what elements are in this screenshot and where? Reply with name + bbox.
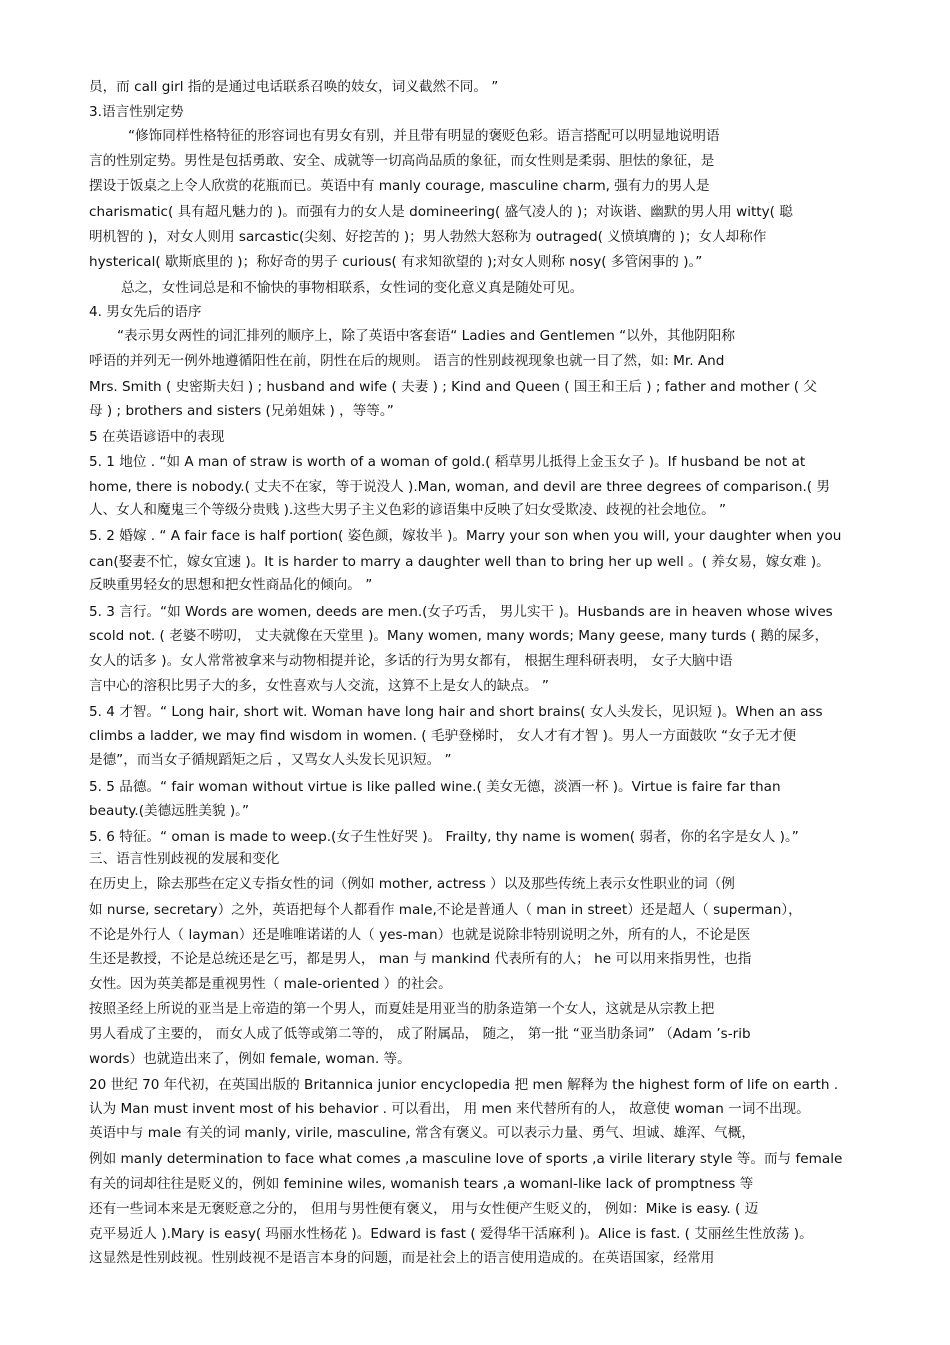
text-line: 如 nurse, secretary）之外，英语把每个人都看作 male,不论是普通人（ man in street）还是超人（ superman）， xyxy=(89,902,802,918)
text-line: 有关的词却往往是贬义的，例如 feminine wiles, womanish tears ,a womanl-like lack of promptness 等 xyxy=(89,1176,754,1192)
text-line: 是德”，而当女子循规蹈矩之后 ，又骂女人头发长见识短。 ” xyxy=(89,752,452,768)
text-line: 女人的话多 )。女人常常被拿来与动物相提并论，多话的行为男女都有， 根据生理科研表明， 女子大脑中语 xyxy=(89,653,733,669)
text-line: 5. 5 品德。“ fair woman without virtue is like palled wine.( 美女无德，淡酒一杯 )。Virtue is faire far than xyxy=(89,779,781,795)
text-line: 还有一些词本来是无褒贬意之分的， 但用与男性便有褒义， 用与女性便产生贬义的， 例如：Mike is easy. ( 迈 xyxy=(89,1201,759,1217)
text-line: 这显然是性别歧视。性别歧视不是语言本身的问题，而是社会上的语言使用造成的。在英语国家，经常用 xyxy=(89,1250,715,1266)
text-line: 5. 1 地位 . “如 A man of straw is worth of a woman of gold.( 稻草男儿抵得上金玉女子 )。If husband be not at xyxy=(89,454,806,470)
text-line: words）也就造出来了，例如 female, woman. 等。 xyxy=(89,1051,411,1067)
text-line: 员，而 call girl 指的是通过电话联系召唤的妓女，词义截然不同。 ” xyxy=(89,79,499,95)
text-line: climbs a ladder, we may find wisdom in women. ( 毛驴登梯时， 女人才有才智 )。男人一方面鼓吹 “女子无才便 xyxy=(89,728,797,744)
text-line: charismatic( 具有超凡魅力的 )。而强有力的女人是 domineering( 盛气凌人的 )；对诙谐、幽默的男人用 witty( 聪 xyxy=(89,204,793,220)
text-line: 言中心的溶积比男子大的多，女性喜欢与人交流，这算不上是女人的缺点。 ” xyxy=(89,678,549,694)
text-line: 5. 3 言行。“如 Words are women, deeds are men.(女子巧舌， 男儿实干 )。Husbands are in heaven whose wives xyxy=(89,604,833,620)
text-line: can(娶妻不忙，嫁女宜速 )。It is harder to marry a daughter well than to bring her up well 。( 养女易，嫁女难 )。 xyxy=(89,554,830,570)
text-line: 人、女人和魔鬼三个等级分贵贱 ).这些大男子主义色彩的谚语集中反映了妇女受欺凌、歧视的社会地位。 ” xyxy=(89,502,727,518)
text-line: 5. 6 特征。“ oman is made to weep.(女子生性好哭 )。 Frailty, thy name is women( 弱者，你的名字是女人 )。” xyxy=(89,829,799,845)
text-line: 总之，女性词总是和不愉快的事物相联系，女性词的变化意义真是随处可见。 xyxy=(121,280,584,296)
text-line: 例如 manly determination to face what comes ,a masculine love of sports ,a virile literary style 等。而与 female xyxy=(89,1151,843,1167)
text-line: 反映重男轻女的思想和把女性商品化的倾向。 ” xyxy=(89,577,373,593)
text-line: hysterical( 歇斯底里的 )；称好奇的男子 curious( 有求知欲望的 );对女人则称 nosy( 多管闲事的 )。” xyxy=(89,254,703,270)
text-line: 20 世纪 70 年代初，在英国出版的 Britannica junior encyclopedia 把 men 解释为 the highest form of life on earth . xyxy=(89,1077,839,1093)
text-line: 呼语的并列无一例外地遵循阳性在前，阴性在后的规则。 语言的性别歧视现象也就一目了然，如: Mr. And xyxy=(89,353,725,369)
text-line: 认为 Man must invent most of his behavior . 可以看出， 用 men 来代替所有的人， 故意使 woman 一词不出现。 xyxy=(89,1101,810,1117)
text-line: 按照圣经上所说的亚当是上帝造的第一个男人，而夏娃是用亚当的肋条造第一个女人，这就是从宗教上把 xyxy=(89,1001,715,1017)
text-line: 明机智的 )，对女人则用 sarcastic(尖刻、好挖苦的 )；男人勃然大怒称为 outraged( 义愤填膺的 )；女人却称作 xyxy=(89,229,767,245)
text-line: home, there is nobody.( 丈夫不在家，等于说没人 ).Man, woman, and devil are three degrees of comparison.( 男 xyxy=(89,479,831,495)
section-heading: 4. 男女先后的语序 xyxy=(89,304,202,320)
text-line: 5. 2 婚嫁 . “ A fair face is half portion( 姿色颜，嫁妆半 )。Marry your son when you will, your daughter when you xyxy=(89,528,842,544)
text-line: 摆设于饭桌之上令人欣赏的花瓶而已。英语中有 manly courage, masculine charm, 强有力的男人是 xyxy=(89,178,710,194)
text-line: 言的性别定势。男性是包括勇敢、安全、成就等一切高尚品质的象征，而女性则是柔弱、胆怯的象征，是 xyxy=(89,153,715,169)
section-heading: 5 在英语谚语中的表现 xyxy=(89,429,225,445)
section-heading: 3.语言性别定势 xyxy=(89,104,184,120)
text-line: 5. 4 才智。“ Long hair, short wit. Woman have long hair and short brains( 女人头发长，见识短 )。When an ass xyxy=(89,704,823,720)
text-line: 母 ) ; brothers and sisters (兄弟姐妹 ) ，等等。” xyxy=(89,403,394,419)
text-line: Mrs. Smith ( 史密斯夫妇 ) ; husband and wife ( 夫妻 ) ; Kind and Queen ( 国王和王后 ) ; father and mother ( 父 xyxy=(89,379,817,395)
text-line: 英语中与 male 有关的词 manly, virile, masculine, 常含有褒义。可以表示力量、勇气、坦诚、雄浑、气概， xyxy=(89,1125,755,1141)
section-heading: 三、语言性别歧视的发展和变化 xyxy=(89,851,280,867)
text-line: 克平易近人 ).Mary is easy( 玛丽水性杨花 )。Edward is fast ( 爱得华干活麻利 )。Alice is fast. ( 艾丽丝生性放荡 )。 xyxy=(89,1226,813,1242)
text-line: “修饰同样性格特征的形容词也有男女有别，并且带有明显的褒贬色彩。语言搭配可以明显地说明语 xyxy=(128,128,720,144)
text-line: scold not. ( 老婆不唠叨， 丈夫就像在天堂里 )。Many women, many words; Many geese, many turds ( 鹅的屎多， xyxy=(89,628,829,644)
text-line: 生还是教授，不论是总统还是乞丐，都是男人， man 与 mankind 代表所有的人； he 可以用来指男性，也指 xyxy=(89,951,752,967)
text-line: 女性。因为英美都是重视男性（ male-oriented ）的社会。 xyxy=(89,976,452,992)
text-line: 在历史上，除去那些在定义专指女性的词（例如 mother, actress ）以及那些传统上表示女性职业的词（例 xyxy=(89,876,735,892)
text-line: “表示男女两性的词汇排列的顺序上，除了英语中客套语“ Ladies and Gentlemen “以外，其他阴阳称 xyxy=(117,328,735,344)
text-line: beauty.(美德远胜美貌 )。” xyxy=(89,803,250,819)
text-line: 不论是外行人（ layman）还是唯唯诺诺的人（ yes-man）也就是说除非特别说明之外，所有的人，不论是医 xyxy=(89,927,751,943)
text-line: 男人看成了主要的， 而女人成了低等或第二等的， 成了附属品， 随之， 第一批 “亚当肋条词” （Adam ’s-rib xyxy=(89,1026,751,1042)
